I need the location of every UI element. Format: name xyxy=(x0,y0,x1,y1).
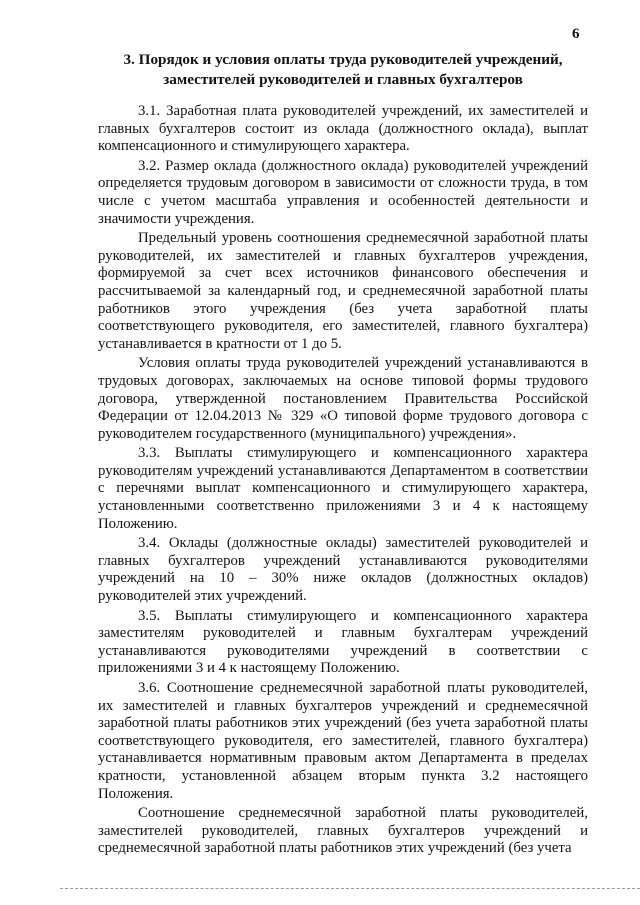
paragraph-3-1: 3.1. Заработная плата руководителей учреждений, их заместителей и главных бухгалтеров состоит из оклада (должностного оклада), выплат компенсационного и стимулирующего характера. xyxy=(98,103,588,155)
scan-edge-line xyxy=(60,888,640,889)
document-body xyxy=(98,103,588,858)
section-heading: 3. Порядок и условия оплаты труда руководителей учреждений, заместителей руководителей и главных бухгалтеров xyxy=(123,51,563,88)
paragraph-3-3: 3.3. Выплаты стимулирующего и компенсационного характера руководителям учреждений устанавливаются Департаментом в соответствии с перечнями выплат компенсационного и стимулирующего характера, установленными соответственно приложениями 3 и 4 к настоящему Положению. xyxy=(98,445,588,532)
paragraph-3-2: 3.2. Размер оклада (должностного оклада) руководителей учреждений определяется трудовым договором в зависимости от сложности труда, в том числе с учетом масштаба управления и особенностей деятельности и значимости учреждения. xyxy=(98,157,588,227)
paragraph-3-4: 3.4. Оклады (должностные оклады) заместителей руководителей и главных бухгалтеров учреждений устанавливаются руководителями учреждений на 10 – 30% ниже окладов (должностных окладов) руководителей этих учреждений. xyxy=(98,535,588,605)
paragraph-3-6: 3.6. Соотношение среднемесячной заработной платы руководителей, их заместителей и главных бухгалтеров учреждений и среднемесячной заработной платы работников этих учреждений (без учета заработной платы соответствующего руководителя, его заместителей, главного бухгалтера) устанавливается нормативным правовым актом Департамента в пределах кратности, установленной абзацем вторым пункта 3.2 настоящего Положения. xyxy=(98,680,588,802)
paragraph-ratio-continued: Соотношение среднемесячной заработной платы руководителей, заместителей руководителей, главных бухгалтеров учреждений и среднемесячной заработной платы работников этих учреждений (без учета xyxy=(98,805,588,857)
paragraph-3-5: 3.5. Выплаты стимулирующего и компенсационного характера заместителям руководителей и главным бухгалтерам учреждений устанавливаются руководителями учреждений в соответствии с приложениями 3 и 4 к настоящему Положению. xyxy=(98,607,588,677)
paragraph-ratio-limit: Предельный уровень соотношения среднемесячной заработной платы руководителей, их заместителей и главных бухгалтеров учреждения, формируемой за счет всех источников финансового обеспечения и рассчитываемой за календарный год, и среднемесячной заработной платы работников этого учреждения (без учета заработной платы соответствующего руководителя, его заместителей, главного бухгалтера) устанавливается в кратности от 1 до 5. xyxy=(98,230,588,352)
paragraph-labor-contract: Условия оплаты труда руководителей учреждений устанавливаются в трудовых договорах, заключаемых на основе типовой формы трудового договора, утвержденной постановлением Правительства Российской Федерации от 12.04.2013 № 329 «О типовой форме трудового договора с руководителем государственного (муниципального) учреждения». xyxy=(98,355,588,442)
page-number: 6 xyxy=(572,26,580,42)
